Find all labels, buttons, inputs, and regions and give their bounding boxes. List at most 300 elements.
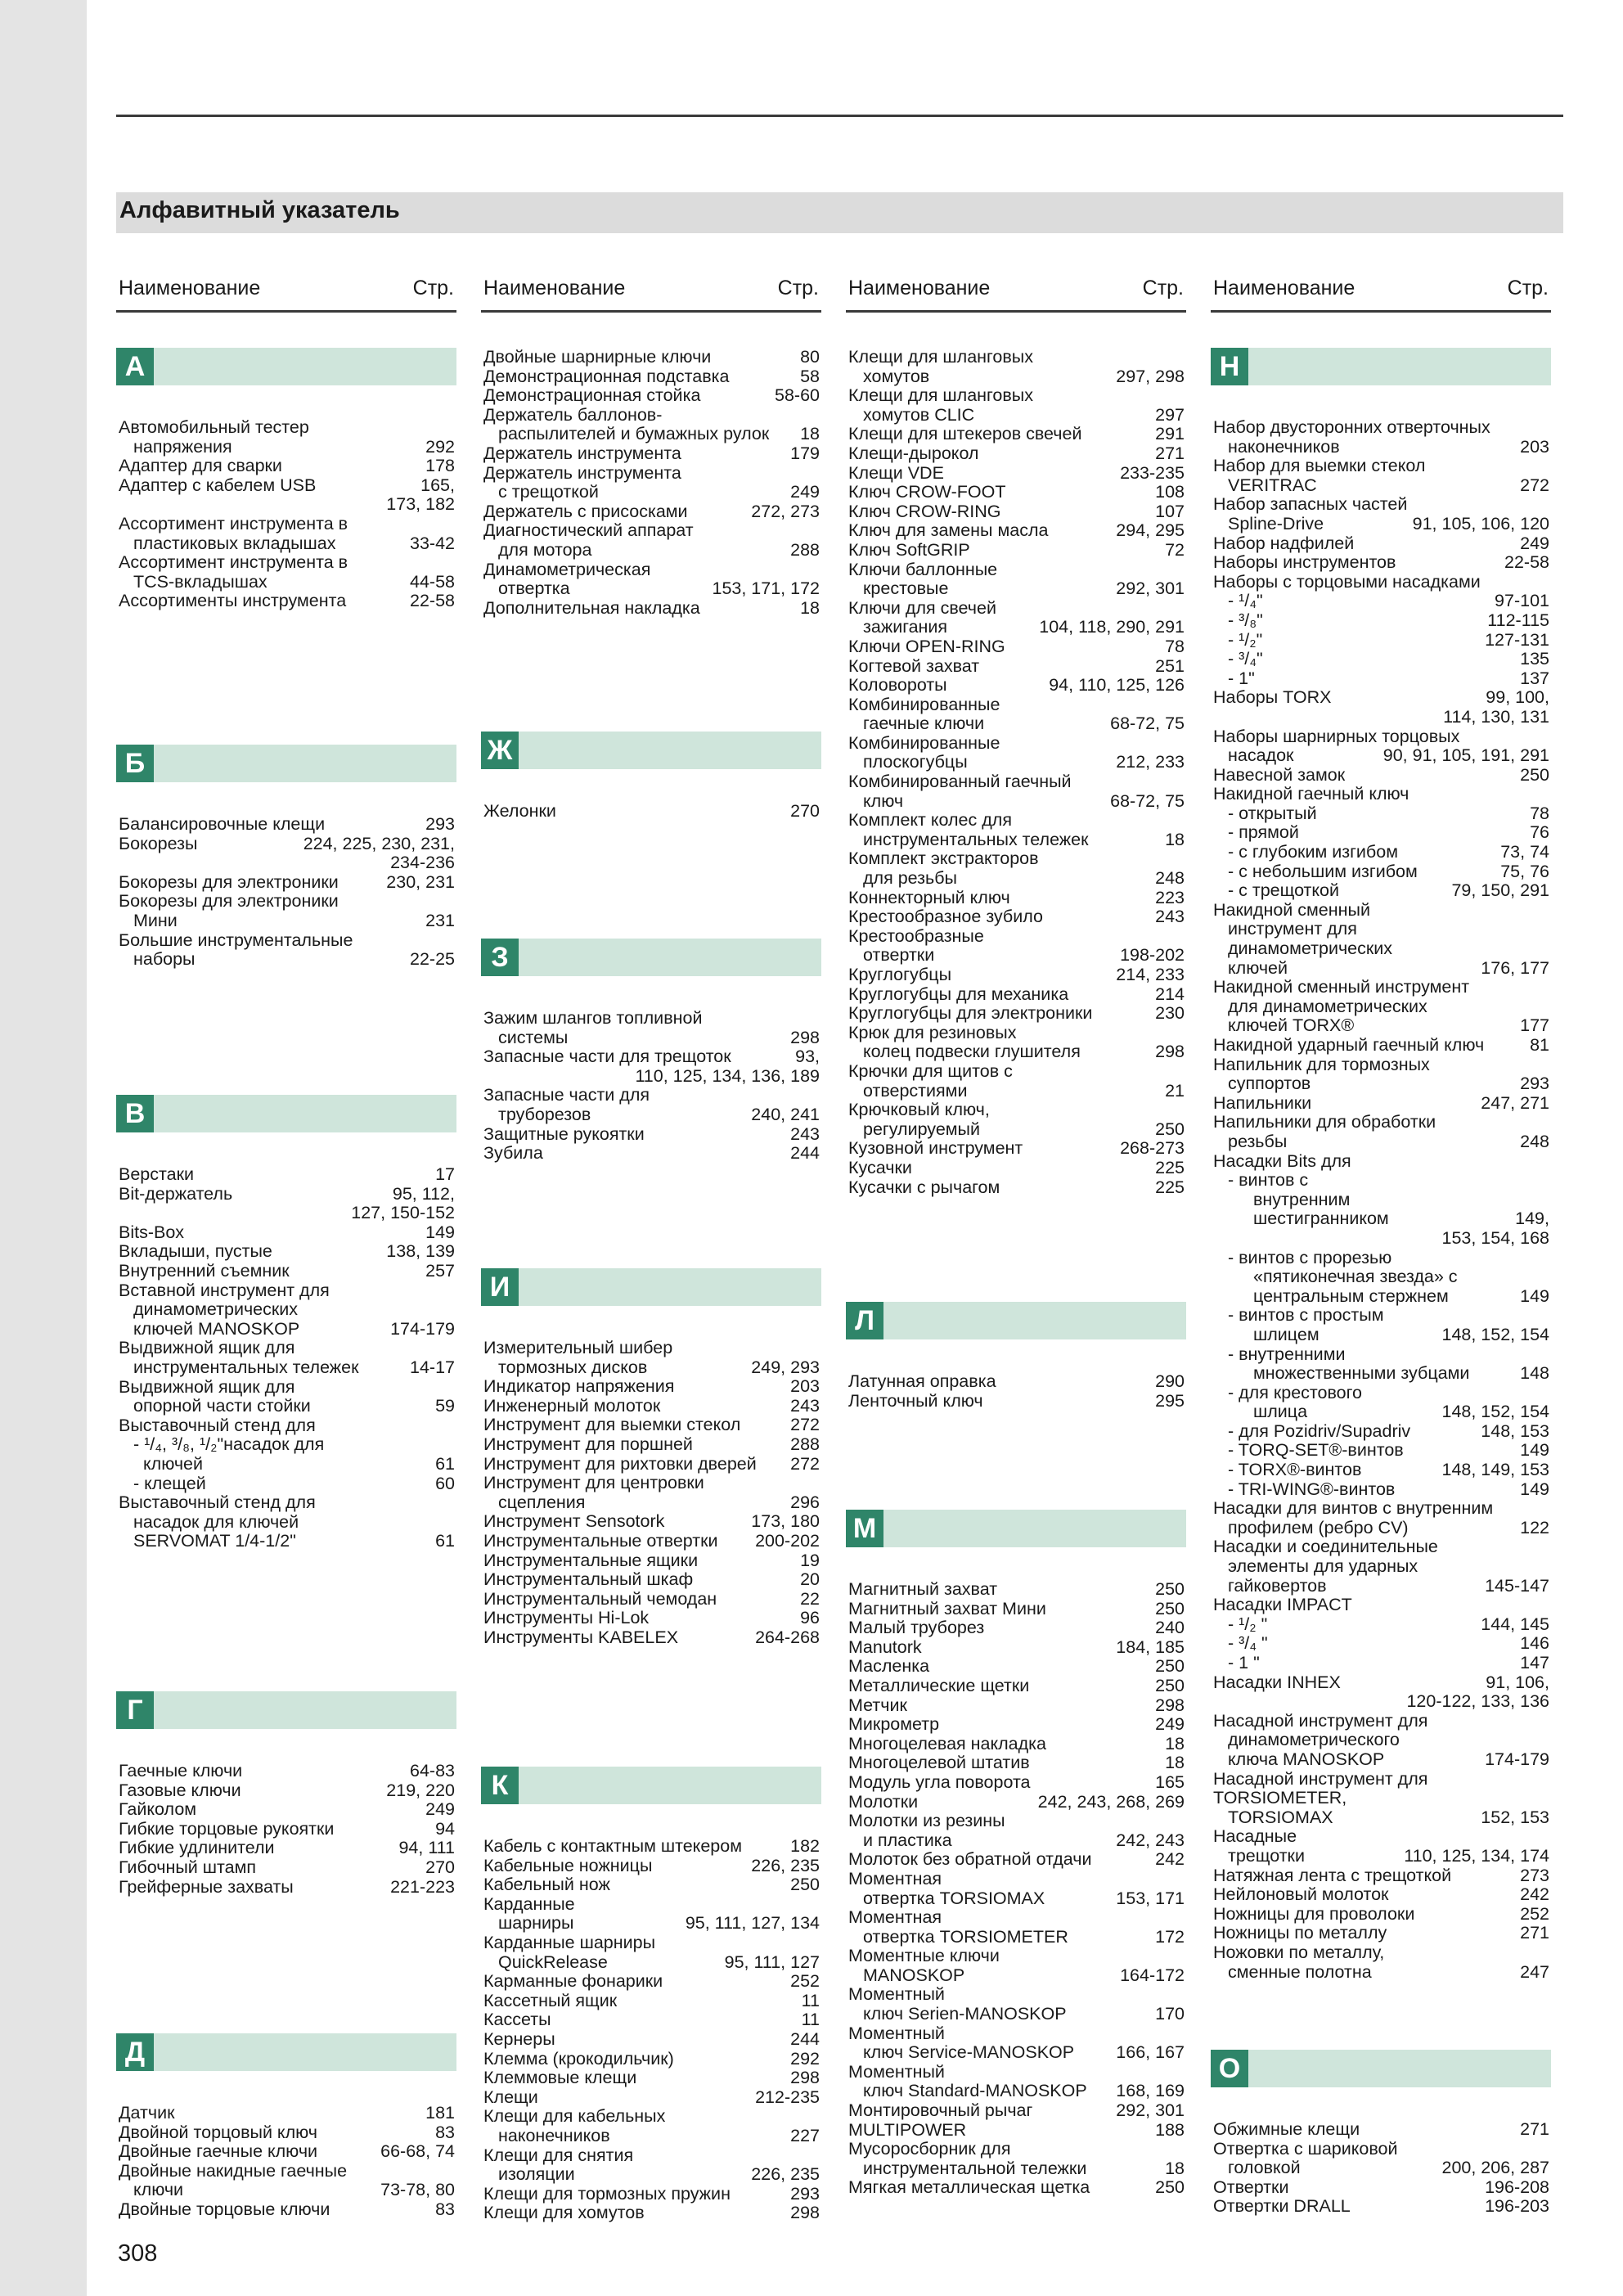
- entry-term: - ¹/₂ ": [1228, 1614, 1268, 1634]
- entry-pages: 177: [1520, 1015, 1549, 1036]
- entry-pages: [1549, 997, 1551, 1017]
- entry-pages: 296: [790, 1492, 820, 1512]
- entry-pages: 64-83: [410, 1761, 455, 1781]
- entry-term: Круглогубцы: [848, 965, 952, 984]
- entry-term: Клеммовые клещи: [483, 2068, 637, 2088]
- entry-term: - с небольшим изгибом: [1228, 861, 1418, 881]
- entry-term: Инструмент Sensotork: [483, 1511, 665, 1532]
- entry-term: Ключи для свечей: [848, 597, 996, 618]
- entry-term: Насадки INHEX: [1213, 1672, 1341, 1692]
- index-section: [481, 939, 821, 1164]
- entry-term: [116, 1204, 119, 1223]
- index-entry: [846, 2140, 1186, 2159]
- entry-pages: 182: [790, 1836, 820, 1856]
- entry-pages: 249: [1155, 1714, 1185, 1735]
- index-section: [116, 745, 456, 970]
- entry-pages: 122: [1520, 1517, 1549, 1537]
- index-entry: [116, 1839, 456, 1858]
- entry-term: Металлические щетки: [848, 1675, 1030, 1695]
- entry-term: - винтов с простым: [1228, 1305, 1384, 1326]
- index-entry: [846, 2101, 1186, 2121]
- index-entry: [481, 1857, 821, 1876]
- entry-pages: 188: [1155, 2119, 1185, 2140]
- index-entry: [846, 1082, 1186, 1101]
- index-entry: [116, 950, 456, 970]
- entry-term: Bits-Box: [119, 1222, 185, 1242]
- entry-term: гайковертов: [1228, 1575, 1327, 1596]
- entry-pages: [1549, 1345, 1551, 1365]
- section-header: [846, 1302, 1186, 1339]
- section-letter: Ж: [481, 732, 519, 769]
- column-header-name: Наименование: [483, 277, 626, 299]
- entry-pages: 233-235: [1120, 462, 1185, 483]
- entry-term: Крестообразные: [848, 925, 984, 946]
- index-entry: [481, 1875, 821, 1895]
- entry-term: Ленточный ключ: [848, 1390, 983, 1411]
- index-entry: [116, 438, 456, 457]
- entry-term: Инженерный молоток: [483, 1395, 661, 1416]
- index-entry: [846, 2159, 1186, 2179]
- index-entry: [481, 425, 821, 444]
- index-entry: [481, 406, 821, 425]
- entry-term: Инструмент для рихтовки дверей: [483, 1453, 757, 1474]
- entry-pages: 72: [1165, 539, 1185, 560]
- entry-term: инструментальной тележки: [863, 2158, 1087, 2178]
- entry-term: Круглогубцы для электроники: [848, 1003, 1093, 1024]
- index-section: [116, 348, 456, 611]
- entry-term: ключи: [133, 2180, 184, 2200]
- entry-pages: [1549, 1113, 1551, 1132]
- entry-term: регулируемый: [863, 1119, 981, 1139]
- entry-pages: 227: [790, 2125, 820, 2145]
- entry-term: Напильники: [1213, 1092, 1312, 1113]
- index-entry: [846, 792, 1186, 812]
- entry-term: [116, 495, 119, 515]
- column-header: [481, 272, 821, 313]
- index-entry: [1211, 1441, 1551, 1461]
- index-entry: [1211, 1750, 1551, 1770]
- entry-term: Комбинированные: [848, 694, 1000, 714]
- entry-term: зажигания: [863, 617, 948, 637]
- entry-pages: [1549, 1306, 1551, 1326]
- entry-pages: 80: [800, 347, 820, 367]
- entry-pages: 250: [1155, 1656, 1185, 1677]
- entry-term: Демонстрационная стойка: [483, 385, 701, 406]
- entry-pages: 223: [1155, 887, 1185, 907]
- index-entry: [481, 579, 821, 599]
- entry-pages: [1549, 920, 1551, 939]
- entry-pages: [820, 560, 821, 580]
- entry-term: - с трещоткой: [1228, 880, 1340, 901]
- entry-term: Молоток без обратной отдачи: [848, 1849, 1092, 1870]
- entry-term: Набор запасных частей: [1213, 494, 1408, 515]
- index-entry: [1211, 1326, 1551, 1345]
- entry-pages: [1549, 1789, 1551, 1808]
- entry-pages: [1549, 1770, 1551, 1790]
- entry-term: центральным стержнем: [1253, 1285, 1449, 1306]
- entry-term: ключа MANOSKOP: [1228, 1749, 1385, 1769]
- index-entry: [846, 1638, 1186, 1658]
- entry-term: колец подвески глушителя: [863, 1042, 1081, 1062]
- entry-pages: 22-58: [1504, 552, 1549, 573]
- index-entry: [116, 1762, 456, 1781]
- entry-pages: 148: [1520, 1363, 1549, 1384]
- entry-term: Мягкая металлическая щетка: [848, 2177, 1090, 2198]
- entry-pages: 165,: [420, 475, 455, 495]
- entry-term: Держатель баллонов-: [483, 404, 663, 425]
- index-entry: [1211, 650, 1551, 669]
- index-entry: [846, 753, 1186, 772]
- entry-pages: 271: [1520, 1923, 1549, 1943]
- entry-pages: [455, 553, 456, 573]
- entry-pages: 18: [1165, 2158, 1185, 2178]
- index-section: [116, 1095, 456, 1551]
- index-entry: [116, 1800, 456, 1820]
- index-entry: [481, 1086, 821, 1105]
- entry-pages: 149: [1520, 1285, 1549, 1306]
- index-entry: [1211, 1422, 1551, 1442]
- entry-pages: [820, 1934, 821, 1953]
- entry-pages: 212-235: [755, 2087, 820, 2107]
- index-entry: [846, 1120, 1186, 1140]
- index-section: [481, 1268, 821, 1648]
- entry-term: Накидной ударный гаечный ключ: [1213, 1035, 1485, 1055]
- entry-pages: [1185, 386, 1186, 406]
- entry-pages: [1549, 1943, 1551, 1963]
- index-entry: [1211, 476, 1551, 496]
- entry-pages: 297, 298: [1116, 366, 1185, 386]
- section-letter: Г: [116, 1691, 154, 1729]
- entry-pages: 174-179: [1485, 1749, 1549, 1769]
- entry-pages: 242: [1520, 1884, 1549, 1905]
- index-entry: [116, 2104, 456, 2123]
- entry-pages: 250: [1155, 2177, 1185, 2198]
- entry-term: Обжимные клещи: [1213, 2119, 1360, 2139]
- entry-pages: [1185, 560, 1186, 580]
- entry-pages: [1185, 811, 1186, 831]
- entry-pages: [1549, 418, 1551, 438]
- entry-term: Инструменты KABELEX: [483, 1627, 679, 1647]
- entry-pages: 264-268: [755, 1627, 820, 1647]
- entry-pages: 93,: [795, 1047, 820, 1067]
- index-entry: [481, 1628, 821, 1648]
- entry-term: Зажим шлангов топливной: [483, 1008, 703, 1028]
- entry-term: Ассортимент инструмента в: [119, 552, 348, 573]
- entry-pages: 271: [1520, 2119, 1549, 2139]
- entry-term: инструментальных тележек: [133, 1357, 359, 1377]
- section-letter: Д: [116, 2033, 154, 2071]
- entry-pages: [455, 1513, 456, 1533]
- entry-pages: 17: [435, 1164, 455, 1184]
- entry-term: Моментный: [848, 1984, 945, 2005]
- entry-pages: 145-147: [1485, 1575, 1549, 1596]
- entry-term: [1211, 1229, 1213, 1249]
- entry-term: сцепления: [498, 1492, 586, 1512]
- entry-pages: 73, 74: [1500, 842, 1549, 862]
- entry-pages: 153, 171, 172: [712, 579, 820, 599]
- entry-term: Клещи для штекеров свечей: [848, 424, 1082, 444]
- entry-pages: 127-131: [1485, 629, 1549, 650]
- entry-pages: 20: [800, 1569, 820, 1590]
- index-entry: [116, 553, 456, 573]
- entry-term: Мини: [133, 910, 178, 930]
- index-entry: [116, 1416, 456, 1436]
- entry-term: Отвертка с шариковой: [1213, 2138, 1398, 2159]
- index-entry: [846, 1715, 1186, 1735]
- index-entry: [481, 1570, 821, 1590]
- index-entry: [116, 1435, 456, 1455]
- column-header: [846, 272, 1186, 313]
- index-entry: [846, 1947, 1186, 1966]
- entry-pages: 173, 182: [386, 494, 455, 515]
- entry-pages: 293: [1520, 1074, 1549, 1094]
- entry-term: профилем (ребро CV): [1228, 1517, 1409, 1537]
- entry-term: Клещи для шланговых: [848, 347, 1033, 367]
- entry-term: Ключ CROW-RING: [848, 501, 1001, 521]
- entry-pages: [455, 515, 456, 534]
- entry-term: - клещей: [133, 1473, 206, 1493]
- entry-pages: [1185, 927, 1186, 947]
- entry-term: [116, 853, 119, 873]
- index-entry: [1211, 1673, 1551, 1693]
- index-entry: [481, 1339, 821, 1358]
- index-entry: [846, 869, 1186, 889]
- entry-term: отвертки: [863, 945, 935, 966]
- index-entry: [481, 1972, 821, 1992]
- entry-term: Датчик: [119, 2103, 175, 2123]
- entry-term: Молотки: [848, 1791, 919, 1812]
- entry-term: Комплект колес для: [848, 810, 1012, 831]
- entry-term: Клемма (крокодильчик): [483, 2048, 674, 2069]
- index-entry: [1211, 843, 1551, 862]
- entry-term: Желонки: [483, 801, 556, 821]
- index-entry: [481, 1532, 821, 1551]
- index-entry: [846, 425, 1186, 444]
- entry-term: гаечные ключи: [863, 714, 985, 734]
- index-entry: [481, 802, 821, 822]
- entry-pages: 290: [1155, 1371, 1185, 1391]
- entry-pages: [455, 931, 456, 951]
- index-entry: [1211, 1634, 1551, 1654]
- entry-term: Инструменты Hi-Lok: [483, 1608, 650, 1628]
- index-entry: [116, 873, 456, 893]
- entry-pages: 107: [1155, 501, 1185, 521]
- entry-term: Моментные ключи: [848, 1946, 1000, 1966]
- index-entry: [116, 1204, 456, 1223]
- entry-pages: [455, 1435, 456, 1455]
- entry-pages: 271: [1155, 443, 1185, 463]
- index-entry: [116, 1397, 456, 1416]
- entry-term: Кузовной инструмент: [848, 1138, 1023, 1159]
- header-rule: [116, 115, 1563, 117]
- index-entry: [116, 1262, 456, 1281]
- column-header: [116, 272, 456, 313]
- index-entry: [846, 599, 1186, 619]
- entry-term: Дополнительная накладка: [483, 597, 700, 618]
- index-entry: [1211, 727, 1551, 747]
- entry-pages: 179: [790, 443, 820, 463]
- entry-pages: [1185, 2140, 1186, 2159]
- entry-term: хомутов: [863, 366, 930, 386]
- index-entry: [481, 2050, 821, 2069]
- index-entry: [481, 1609, 821, 1628]
- entry-pages: 292, 301: [1116, 2100, 1185, 2121]
- index-entry: [116, 2200, 456, 2220]
- entry-term: [1211, 1692, 1213, 1712]
- index-entry: [1211, 1885, 1551, 1905]
- index-entry: [481, 444, 821, 464]
- entry-term: Малый труборез: [848, 1618, 985, 1638]
- index-entry: [116, 1223, 456, 1243]
- entry-term: Клещи для тормозных пружин: [483, 2183, 731, 2204]
- entry-pages: 95, 111, 127, 134: [685, 1913, 820, 1934]
- entry-term: Моментная: [848, 1868, 942, 1889]
- index-entry: [1211, 1056, 1551, 1075]
- entry-term: напряжения: [133, 436, 232, 457]
- entry-term: ключ Serien-MANOSKOP: [863, 2004, 1067, 2024]
- entry-pages: [1549, 939, 1551, 959]
- entry-term: [1211, 708, 1213, 727]
- index-entry: [116, 1493, 456, 1513]
- index-entry: [116, 1878, 456, 1898]
- index-entry: [1211, 1191, 1551, 1210]
- index-entry: [1211, 1943, 1551, 1963]
- entry-term: Насадки и соединительные: [1213, 1537, 1438, 1557]
- index-entry: [846, 367, 1186, 387]
- entry-pages: 176, 177: [1481, 957, 1549, 978]
- entry-pages: [1549, 1537, 1551, 1557]
- entry-term: шлица: [1253, 1402, 1308, 1422]
- entry-pages: 292: [425, 436, 455, 457]
- index-entry: [1211, 1364, 1551, 1384]
- entry-term: Инструмент для выемки стекол: [483, 1415, 741, 1435]
- entry-term: Клещи для кабельных: [483, 2106, 666, 2127]
- entry-pages: 288: [790, 539, 820, 560]
- section-letter: А: [116, 348, 154, 385]
- entry-pages: 78: [1530, 803, 1549, 823]
- section-header: [481, 939, 821, 976]
- entry-term: Гайколом: [119, 1799, 197, 1820]
- entry-pages: 252: [1520, 1903, 1549, 1924]
- entry-pages: 58-60: [775, 385, 820, 406]
- index-entry: [1211, 534, 1551, 554]
- entry-term: Клещи VDE: [848, 462, 944, 483]
- entry-pages: 138, 139: [386, 1241, 455, 1262]
- entry-pages: 153, 171: [1116, 1888, 1185, 1908]
- entry-term: [481, 1067, 483, 1087]
- entry-term: Насадки Bits для: [1213, 1150, 1351, 1171]
- entry-pages: 294, 295: [1116, 520, 1185, 541]
- entry-term: отвертка TORSIOMETER: [863, 1926, 1068, 1947]
- entry-term: Моментный: [848, 2023, 945, 2043]
- index-entry: [116, 418, 456, 438]
- entry-pages: 242, 243, 268, 269: [1037, 1791, 1185, 1812]
- entry-term: QuickRelease: [498, 1952, 608, 1972]
- entry-term: Большие инструментальные: [119, 930, 353, 950]
- title-bar: [116, 192, 1563, 233]
- entry-pages: 249, 293: [751, 1357, 820, 1377]
- entry-pages: 168, 169: [1116, 2081, 1185, 2101]
- entry-term: Выставочный стенд для: [119, 1415, 316, 1435]
- entry-pages: 230: [1155, 1003, 1185, 1024]
- entry-pages: [455, 2162, 456, 2181]
- entry-term: Моментный: [848, 2061, 945, 2082]
- section-letter: Н: [1211, 348, 1248, 385]
- entry-pages: 83: [435, 2122, 455, 2142]
- entry-pages: 61: [435, 1453, 455, 1474]
- entry-pages: [1549, 573, 1551, 592]
- entry-term: Кассеты: [483, 2010, 551, 2030]
- entry-term: Инструмент для центровки: [483, 1473, 704, 1493]
- index-entry: [116, 835, 456, 854]
- index-entry: [481, 1455, 821, 1474]
- entry-pages: 174-179: [390, 1318, 455, 1339]
- entry-pages: 225: [1155, 1177, 1185, 1197]
- entry-pages: 172: [1155, 1926, 1185, 1947]
- entry-term: Двойные накидные гаечные: [119, 2160, 348, 2181]
- index-entry: [1211, 1615, 1551, 1635]
- entry-pages: [455, 1339, 456, 1358]
- entry-term: Выдвижной ящик для: [119, 1338, 295, 1358]
- entry-term: - ³/₄": [1228, 649, 1263, 669]
- index-entry: [1211, 1847, 1551, 1866]
- entry-pages: 196-208: [1485, 2177, 1549, 2197]
- entry-term: TCS-вкладышах: [133, 571, 268, 592]
- index-entry: [116, 2142, 456, 2162]
- index-entry: [116, 1455, 456, 1474]
- index-entry: [1211, 1306, 1551, 1326]
- entry-pages: 91, 105, 106, 120: [1412, 513, 1549, 533]
- index-entry: [1211, 631, 1551, 651]
- index-entry: [481, 348, 821, 367]
- index-section: [481, 348, 821, 618]
- entry-term: ключей TORX®: [1228, 1015, 1355, 1036]
- entry-term: Накидной гаечный ключ: [1213, 784, 1409, 804]
- index-entry: [481, 1837, 821, 1857]
- entry-term: Запасные части для: [483, 1085, 650, 1105]
- entry-term: Балансировочные клещи: [119, 814, 326, 834]
- entry-pages: 251: [1155, 655, 1185, 676]
- entry-pages: 240: [1155, 1618, 1185, 1638]
- entry-term: Клещи: [483, 2087, 538, 2107]
- index-entry: [846, 1870, 1186, 1889]
- index-entry: [846, 811, 1186, 831]
- index-entry: [116, 1358, 456, 1378]
- entry-pages: [1549, 1596, 1551, 1615]
- index-entry: [846, 1735, 1186, 1754]
- entry-pages: 18: [800, 597, 820, 618]
- entry-term: суппортов: [1228, 1074, 1311, 1094]
- index-entry: [1211, 1036, 1551, 1056]
- entry-term: - TORX®-винтов: [1228, 1460, 1362, 1480]
- index-entry: [1211, 1132, 1551, 1152]
- entry-term: Адаптер с кабелем USB: [119, 475, 317, 495]
- index-entry: [1211, 708, 1551, 727]
- index-entry: [846, 386, 1186, 406]
- index-entry: [846, 2082, 1186, 2101]
- entry-term: - ¹/₄, ³/₈, ¹/₂"насадок для: [133, 1434, 325, 1455]
- index-entry: [116, 931, 456, 951]
- index-entry: [1211, 438, 1551, 457]
- entry-pages: 293: [790, 2183, 820, 2204]
- column-header-name: Наименование: [848, 277, 991, 299]
- entry-pages: 90, 91, 105, 191, 291: [1382, 745, 1549, 766]
- index-entry: [1211, 1827, 1551, 1847]
- section-letter: О: [1211, 2050, 1248, 2087]
- entry-term: Держатель инструмента: [483, 443, 681, 463]
- entry-pages: 298: [1155, 1695, 1185, 1715]
- entry-term: Насадные: [1213, 1826, 1297, 1847]
